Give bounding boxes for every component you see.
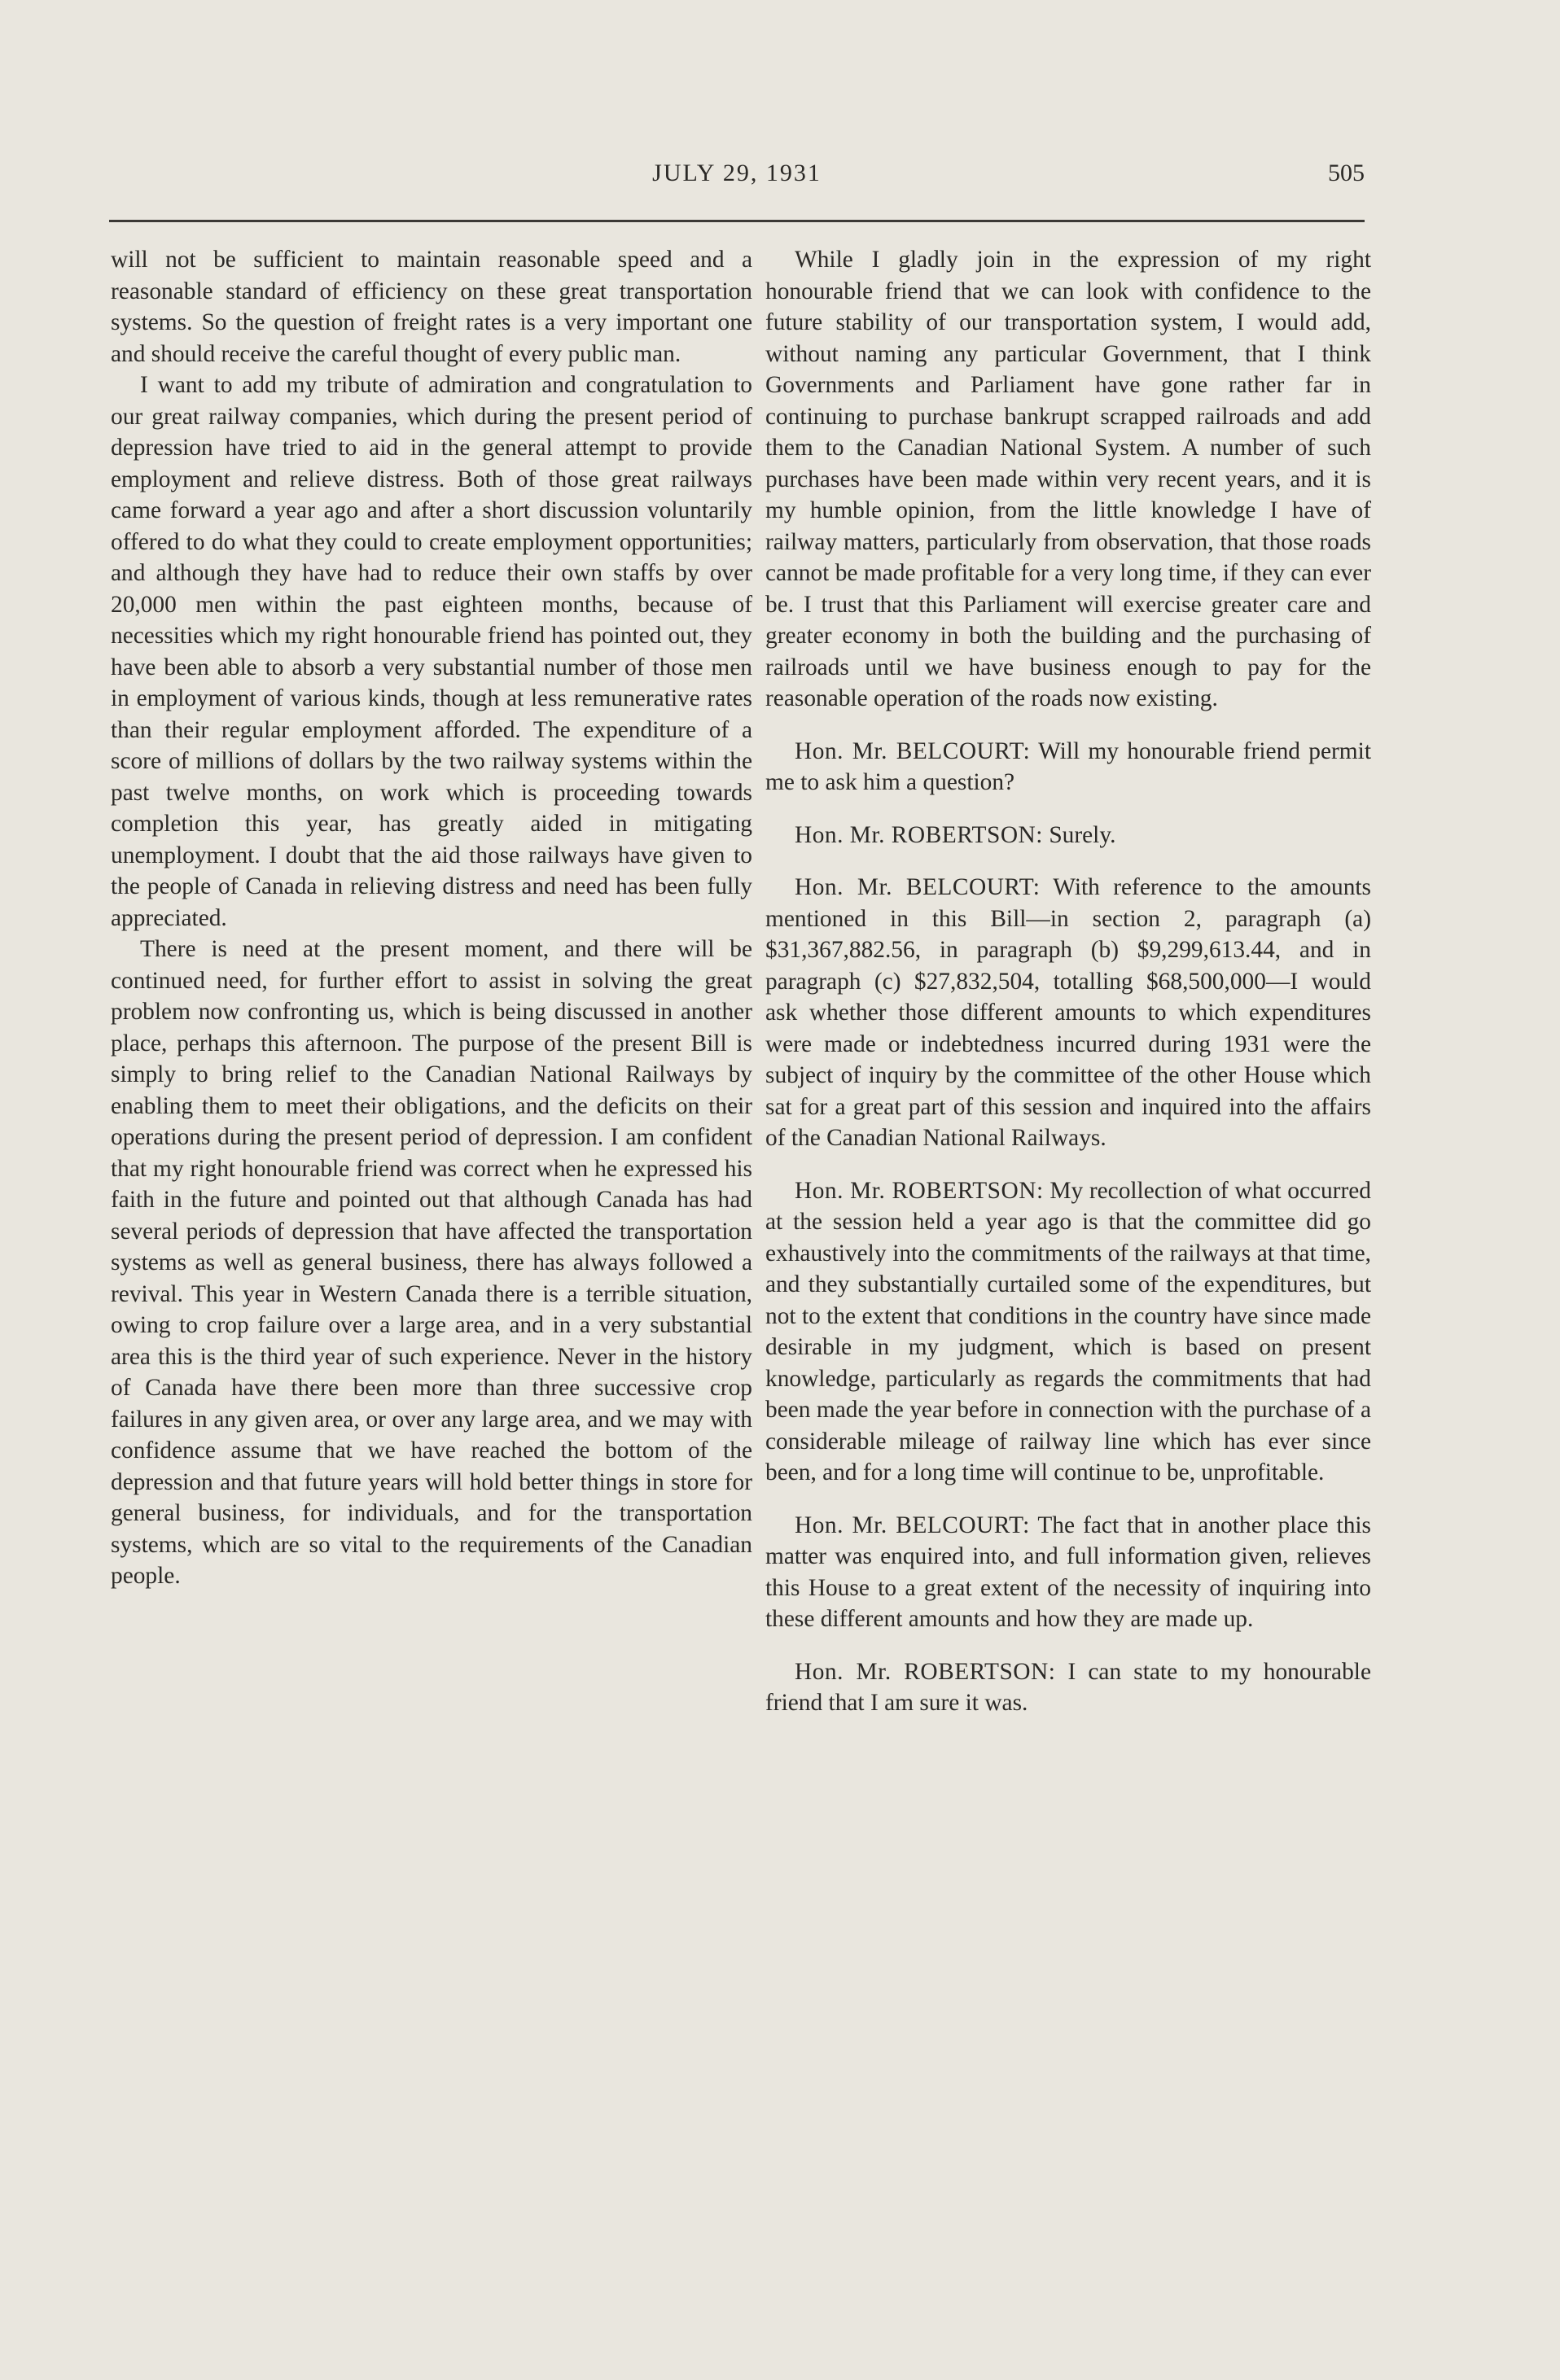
speech-text: With reference to the amounts mentioned in this Bill—in section 2, paragraph (a) $31,367,882.56, in paragraph (b) $9,299,613.44, and in paragraph (c) $27,832,504, totalling $68,500,000—I would ask whether those different amounts to which expenditures were made or indebtedness incurred during 1931 were the subject of inquiry by the committee of the other House which sat for a great part of this session and inquired into the affairs of the Canadian National Railways.: [765, 874, 1371, 1151]
speech-paragraph: [765, 1656, 1371, 1719]
speech-paragraph: [765, 872, 1371, 1154]
speaker-name: Hon. Mr. BELCOURT:: [795, 737, 1031, 764]
speech-text: Surely.: [1049, 821, 1116, 848]
speech-paragraph: [765, 820, 1371, 851]
header-date: JULY 29, 1931: [652, 160, 822, 186]
speech-paragraph: [765, 736, 1371, 798]
speaker-name: Hon. Mr. ROBERTSON:: [795, 821, 1043, 848]
right-column: [765, 244, 1371, 1719]
speech-text: My recollection of what occurred at the session held a year ago is that the committee did go exhaustively into the commitments of the railways at that time, and they substantially curtailed some of the expenditures, but not to the extent that conditions in the country have since made desirable in my judgment, which is based on present knowledge, particularly as regards the commitments that had been made the year before in connection with the purchase of a considerable mileage of railway line which has ever since been, and for a long time will continue to be, unprofitable.: [765, 1177, 1371, 1485]
paragraph: I want to add my tribute of admiration and congratulation to our great railway companies, which during the present period of depression have tried to aid in the general attempt to provide employment and relieve distress. Both of those great railways came forward a year ago and after a short discussion voluntarily offered to do what they could to create employment opportunities; and although they have had to reduce their own staffs by over 20,000 men within the past eighteen months, because of necessities which my right honourable friend has pointed out, they have been able to absorb a very substantial number of those men in employment of various kinds, though at less remunerative rates than their regular employment afforded. The expenditure of a score of millions of dollars by the two railway systems within the past twelve months, on work which is proceeding towards completion this year, has greatly aided in mitigating unemployment. I doubt that the aid those railways have given to the people of Canada in relieving distress and need has been fully appreciated.: [111, 372, 752, 931]
speech-text: The fact that in another place this matter was enquired into, and full information given, relieves this House to a great extent of the necessity of inquiring into these different amounts and how they are made up.: [765, 1512, 1371, 1632]
paragraph-text: While I gladly join in the expression of my right honourable friend that we can look with confidence to the future stability of our transportation system, I would add, without naming any particular Government, that I think Governments and Parliament have gone rather far in continuing to purchase bankrupt scrapped railroads and add them to the Canadian National System. A number of such purchases have been made within very recent years, and it is my humble opinion, from the little knowledge I have of railway matters, particularly from observation, that those roads cannot be made profitable for a very long time, if they can ever be. I trust that this Parliament will exercise greater care and greater economy in both the building and the purchasing of railroads until we have business enough to pay for the reasonable operation of the roads now existing.: [765, 247, 1371, 711]
speech-paragraph: [765, 1175, 1371, 1489]
speaker-name: Hon. Mr. BELCOURT:: [795, 1512, 1030, 1538]
paragraph: There is need at the present moment, and there will be continued need, for further effort to assist in solving the great problem now confronting us, which is being discussed in another place, perhaps this afternoon. The purpose of the present Bill is simply to bring relief to the Canadian National Railways by enabling them to meet their obligations, and the deficits on their operations during the present period of depression. I am confident that my right honourable friend was correct when he expressed his faith in the future and pointed out that although Canada has had several periods of depression that have affected the transportation systems as well as general business, there has always followed a revival. This year in Western Canada there is a terrible situation, owing to crop failure over a large area, and in a very substantial area this is the third year of such experience. Never in the history of Canada have there been more than three successive crop failures in any given area, or over any large area, and we may with confidence assume that we have reached the bottom of the depression and that future years will hold better things in store for general business, for individuals, and for the transportation systems, which are so vital to the requirements of the Canadian people.: [111, 936, 752, 1589]
speaker-name: Hon. Mr. ROBERTSON:: [795, 1177, 1044, 1204]
speaker-name: Hon. Mr. BELCOURT:: [795, 874, 1041, 900]
paragraph: [765, 244, 1371, 715]
speech-text: I can state to my honourable friend that I am sure it was.: [765, 1658, 1371, 1716]
page-number: 505: [1328, 160, 1365, 186]
page-header: [109, 160, 1365, 199]
speaker-name: Hon. Mr. ROBERTSON:: [795, 1658, 1056, 1685]
paragraph: will not be sufficient to maintain reasonable speed and a reasonable standard of efficiency on these great transportation systems. So the question of freight rates is a very important one and should receive the careful thought of every public man.: [111, 247, 752, 367]
speech-text: Will my honourable friend permit me to ask him a question?: [765, 737, 1372, 795]
left-column: [111, 244, 752, 1592]
header-rule: [109, 220, 1365, 222]
speech-paragraph: [765, 1510, 1371, 1635]
